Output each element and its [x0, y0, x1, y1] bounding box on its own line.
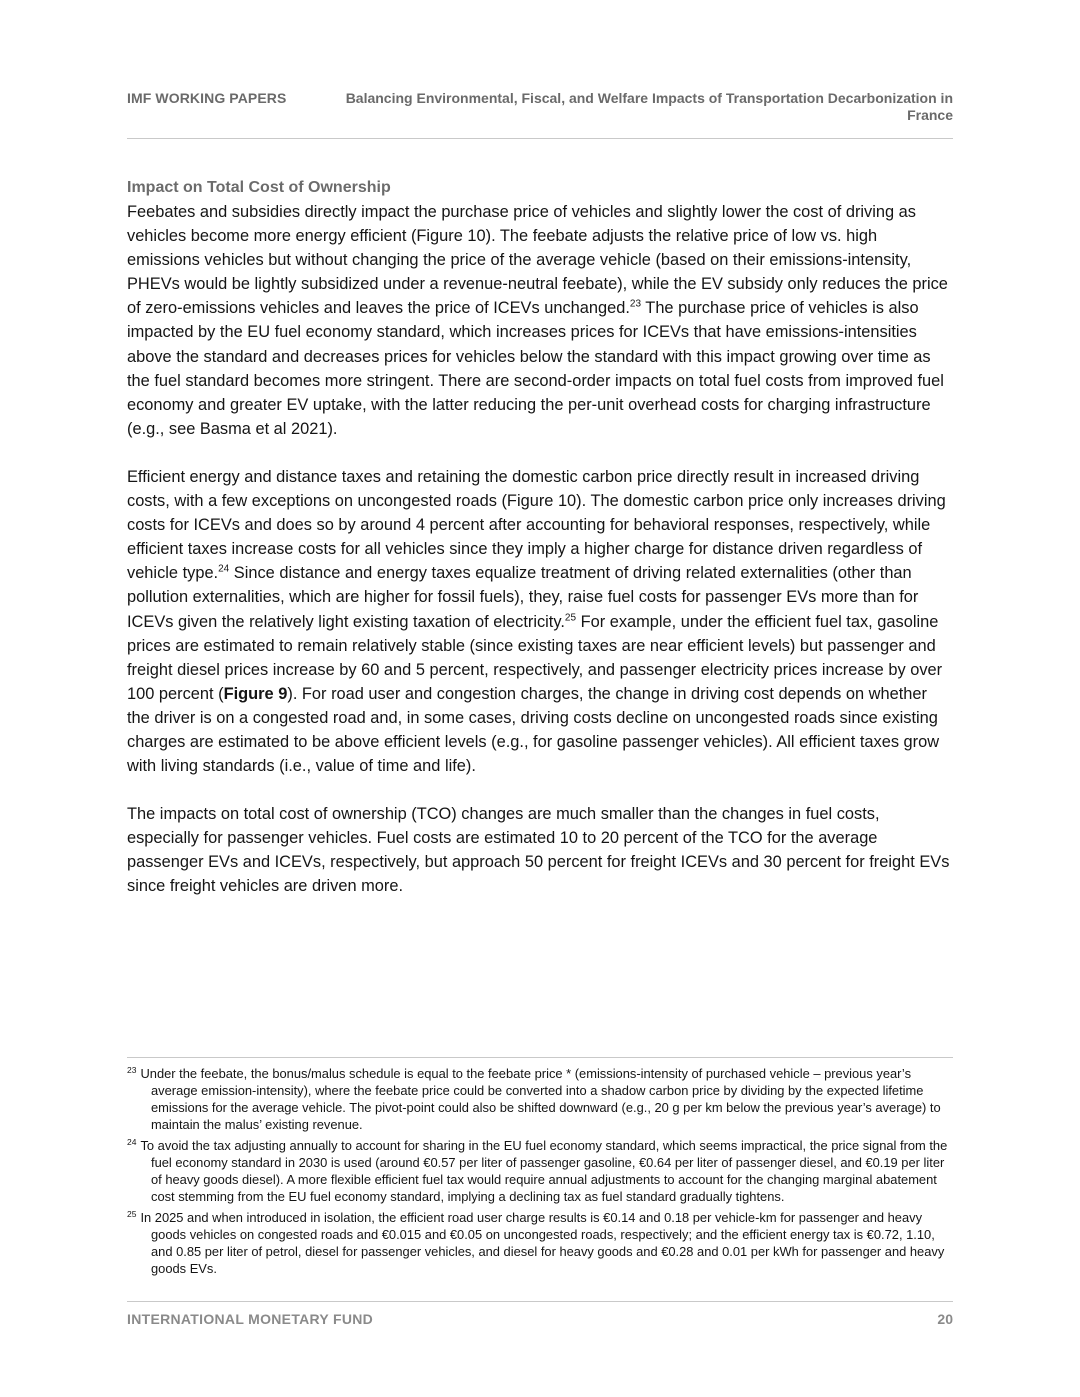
paragraph-1	[127, 200, 953, 441]
paragraph-2-part-a: Efficient energy and distance taxes and retaining the domestic carbon price directly result in increased driving costs, with a few exceptions on uncongested roads (Figure 10). The domestic carbon price only increases driving costs for ICEVs and does so by around 4 percent after accounting for behavioral responses, respectively, while efficient taxes increase costs for all vehicles since they imply a higher charge for distance driven regardless of vehicle type.	[127, 467, 946, 583]
footnote-25	[127, 1209, 953, 1277]
paper-title: Balancing Environmental, Fiscal, and Welfare Impacts of Transportation Decarbonization in France	[345, 90, 953, 123]
footnote-ref-23[interactable]: 23	[629, 298, 642, 310]
footnote-text: To avoid the tax adjusting annually to account for sharing in the EU fuel economy standard, which seems impractical, the price signal from the fuel economy standard in 2030 is used (around €0.57 per liter of passenger gasoline, €0.64 per liter of passenger diesel, and €0.19 per liter of heavy goods diesel). A more flexible efficient fuel tax would require annual adjustments to account for the changing marginal abatement cost stemming from the EU fuel economy standard, implying a declining tax as fuel standard gradually tightens.	[140, 1138, 948, 1204]
footnotes	[127, 1057, 953, 1281]
body-text	[127, 200, 953, 923]
page-header	[127, 88, 953, 139]
section-heading: Impact on Total Cost of Ownership	[127, 179, 391, 196]
footnote-23	[127, 1065, 953, 1133]
footnote-text: Under the feebate, the bonus/malus schedule is equal to the feebate price * (emissions-intensity of purchased vehicle – previous year’s average emission-intensity), where the feebate price could be converted into a shadow carbon price by dividing by the expected lifetime emissions for the average vehicle. The pivot-point could also be shifted downward (e.g., 20 g per km below the previous year’s average) to maintain the malus’ existing revenue.	[140, 1066, 941, 1132]
footnote-ref-24[interactable]: 24	[218, 563, 230, 575]
figure-reference[interactable]: Figure 9	[223, 684, 288, 703]
footnote-text: In 2025 and when introduced in isolation, the efficient road user charge results is €0.14 and 0.18 per vehicle-km for passenger and heavy goods vehicles on congested roads and €0.015 and €0.05 on uncongested roads, respectively; and the efficient energy tax is €0.72, 1.10, and 0.85 per liter of petrol, diesel for passenger vehicles, and diesel for heavy goods and €0.28 and 0.01 per kWh for passenger and heavy goods EVs.	[140, 1210, 945, 1276]
footnote-24	[127, 1137, 953, 1205]
footnote-ref-25[interactable]: 25	[564, 612, 577, 624]
paragraph-3: The impacts on total cost of ownership (TCO) changes are much smaller than the changes in fuel costs, especially for passenger vehicles. Fuel costs are estimated 10 to 20 percent of the TCO for the average passenger EVs and ICEVs, respectively, but approach 50 percent for freight ICEVs and 30 percent for freight EVs since freight vehicles are driven more.	[127, 805, 950, 896]
series-name: IMF WORKING PAPERS	[127, 90, 287, 106]
footnote-number: 24	[127, 1136, 137, 1147]
paragraph-2	[127, 465, 953, 778]
page-footer	[127, 1301, 953, 1333]
page-number: 20	[937, 1311, 953, 1327]
footnote-number: 23	[127, 1064, 137, 1075]
paragraph-2-part-d: ). For road user and congestion charges, the change in driving cost depends on whether the driver is on a congested road and, in some cases, driving costs decline on uncongested roads since existing charges are estimated to be above efficient levels (e.g., for gasoline passenger vehicles). All efficient taxes grow with living standards (i.e., value of time and life).	[127, 684, 940, 776]
paragraph-1-part-a: Feebates and subsidies directly impact the purchase price of vehicles and slightly lower the cost of driving as vehicles become more energy efficient (Figure 10). The feebate adjusts the relative price of low vs. high emissions vehicles but without changing the price of the average vehicle (based on their emissions-intensity, PHEVs would be lightly subsidized under a revenue-neutral feebate), while the EV subsidy only reduces the price of zero-emissions vehicles and leaves the price of ICEVs unchanged.	[127, 203, 948, 318]
paragraph-2-part-c: For example, under the efficient fuel tax, gasoline prices are estimated to remain relatively stable (since existing taxes are near efficient levels) but passenger and freight diesel prices increase by 60 and 5 percent, respectively, and passenger electricity prices increase by over 100 percent (	[127, 612, 943, 703]
paragraph-2-part-b: Since distance and energy taxes equalize treatment of driving related externalities (other than pollution externalities, which are higher for fossil fuels), they, raise fuel costs for passenger EVs more than for ICEVs given the relatively light existing taxation of electricity.	[127, 564, 919, 631]
paragraph-1-part-b: The purchase price of vehicles is also impacted by the EU fuel economy standard, which increases prices for ICEVs that have emissions-intensities above the standard and decreases prices for vehicles below the standard with this impact growing over time as the fuel standard becomes more stringent. There are second-order impacts on total fuel costs from improved fuel economy and greater EV uptake, with the latter reducing the per-unit overhead costs for charging infrastructure (e.g., see Basma et al 2021).	[127, 299, 944, 438]
footnote-number: 25	[127, 1208, 137, 1219]
footer-organization: INTERNATIONAL MONETARY FUND	[127, 1311, 374, 1327]
